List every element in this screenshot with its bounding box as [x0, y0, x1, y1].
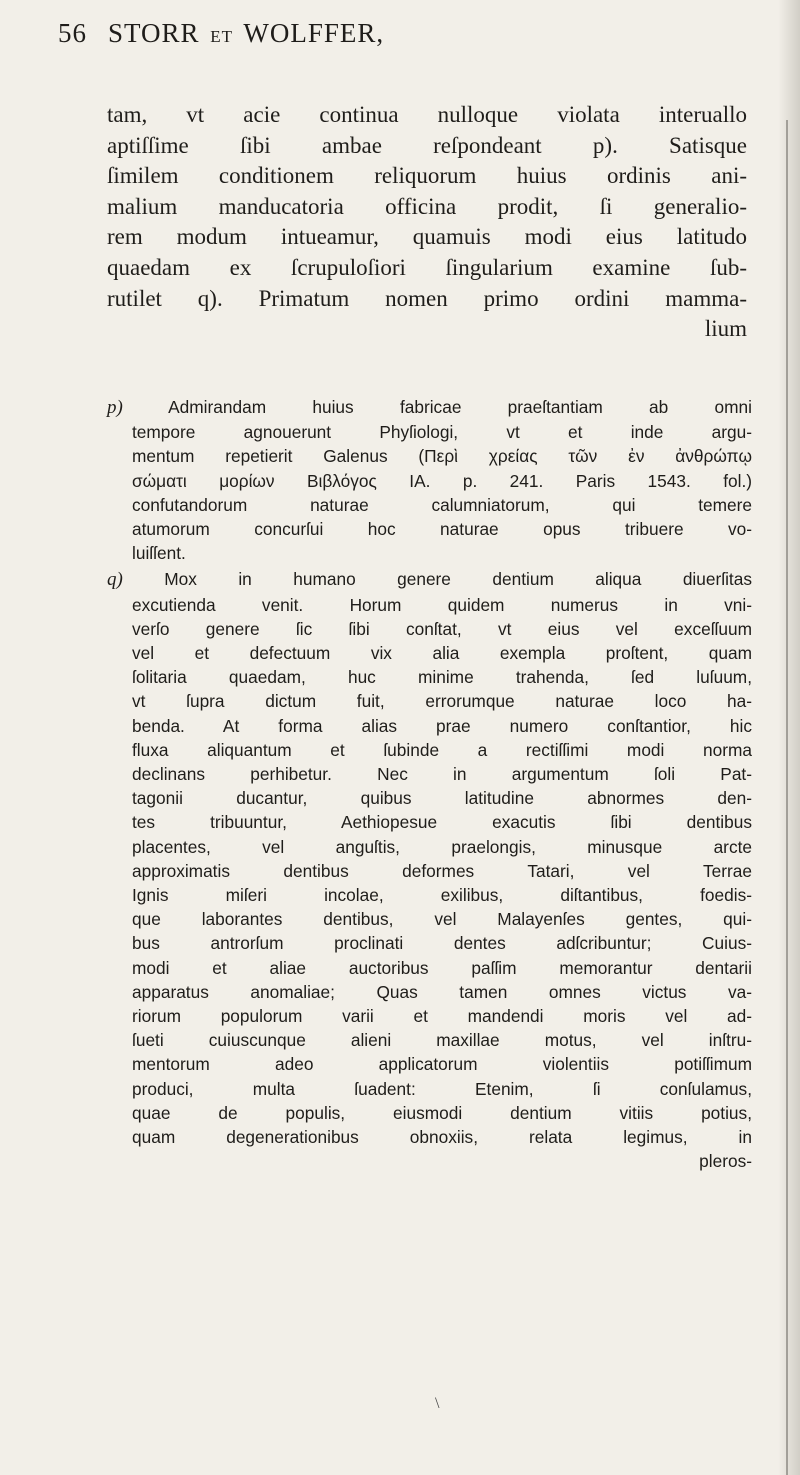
footnote-line: produci, multa ſuadent: Etenim, ſi conſulamus, [132, 1078, 752, 1099]
footnote-line: tagonii ducantur, quibus latitudine abnormes den- [132, 788, 752, 809]
footnote-line: mentorum adeo applicatorum violentiis potiſſimum [132, 1054, 752, 1075]
footnote-line: ſolitaria quaedam, huc minime trahenda, ſed luſuum, [132, 667, 752, 688]
footnote-line: approximatis dentibus deformes Tatari, vel Terrae [132, 860, 752, 881]
footnote-line: ſueti cuiuscunque alieni maxillae motus, vel inſtru- [132, 1030, 752, 1051]
body-line: quaedam ex ſcrupuloſiori ſingularium examine ſub- [107, 254, 747, 280]
footnote-line: quae de populis, eiusmodi dentium vitiis potius, [132, 1102, 752, 1123]
footnote-line: apparatus anomaliae; Quas tamen omnes victus va- [132, 981, 752, 1002]
footnote-marker: q) [107, 569, 123, 591]
body-line: aptiſſime ſibi ambae reſpondeant p). Satisque [107, 132, 747, 158]
footnote-line: mentum repetierit Galenus (Περὶ χρείας τῶν ἐν ἀνθρώπῳ [132, 446, 752, 467]
body-line: rutilet q). Primatum nomen primo ordini mamma- [107, 285, 747, 311]
footnote-line: luiſſent. [132, 543, 186, 564]
footnote-q [107, 567, 752, 1173]
footnote-line: benda. At forma alias prae numero conſtantior, hic [132, 715, 752, 736]
footnote-line: p) Admirandam huius fabricae praeſtantiam ab omni [107, 397, 752, 418]
footnote-line: atumorum concurſui hoc naturae opus tribuere vo- [132, 519, 752, 540]
author-storr: STORR [108, 18, 200, 48]
footnote-line: placentes, vel anguſtis, praelongis, minusque arcte [132, 836, 752, 857]
page-number: 56 [58, 18, 87, 48]
body-line: ſimilem conditionem reliquorum huius ordinis ani- [107, 163, 747, 189]
body-line: malium manducatoria officina prodit, ſi generalio- [107, 193, 747, 219]
author-wolffer: WOLFFER, [243, 18, 385, 48]
page-edge-shadow [778, 0, 800, 1475]
footnote-line: bus antrorſum proclinati dentes adſcribuntur; Cuius- [132, 933, 752, 954]
footnote-line: declinans perhibetur. Nec in argumentum ſoli Pat- [132, 764, 752, 785]
footnote-marker: p) [107, 397, 123, 418]
footnote-line: riorum populorum varii et mandendi moris vel ad- [132, 1006, 752, 1027]
footnote-line: q) Mox in humano genere dentium aliqua diuerſitas [107, 569, 752, 591]
footnote-line: tempore agnouerunt Phyſiologi, vt et inde argu- [132, 422, 752, 443]
footnote-line: modi et aliae auctoribus paſſim memorantur dentarii [132, 957, 752, 978]
main-paragraph [107, 100, 747, 345]
bottom-mark: \ [435, 1395, 440, 1412]
footnote-line: σώματι μορίων Βιβλόγος ΙΑ. p. 241. Paris 1543. fol.) [132, 470, 752, 491]
footnotes [107, 395, 752, 1176]
footnote-line: quam degenerationibus obnoxiis, relata legimus, in [132, 1127, 752, 1148]
running-title [108, 18, 384, 49]
page-edge-line [786, 120, 788, 1475]
running-header [58, 18, 740, 58]
footnote-line: que laborantes dentibus, vel Malayenſes gentes, qui- [132, 909, 752, 930]
footnote-line: verſo genere ſic ſibi conſtat, vt eius vel exceſſuum [132, 618, 752, 639]
body-line: rem modum intueamur, quamuis modi eius latitudo [107, 224, 747, 250]
footnote-line: vel et defectuum vix alia exempla proſtent, quam [132, 643, 752, 664]
body-line: lium [704, 316, 747, 342]
catchword: pleros- [699, 1151, 752, 1172]
footnote-line: confutandorum naturae calumniatorum, qui temere [132, 494, 752, 515]
footnote-p [107, 395, 752, 565]
body-line: tam, vt acie continua nulloque violata interuallo [107, 102, 747, 127]
et-word: ET [210, 27, 234, 46]
footnote-line: excutienda venit. Horum quidem numerus in vni- [132, 594, 752, 615]
footnote-line: vt ſupra dictum fuit, errorumque naturae loco ha- [132, 691, 752, 712]
footnote-line: Ignis miſeri incolae, exilibus, diſtantibus, foedis- [132, 885, 752, 906]
footnote-line: tes tribuuntur, Aethiopesue exacutis ſibi dentibus [132, 812, 752, 833]
footnote-line: fluxa aliquantum et ſubinde a rectiſſimi modi norma [132, 739, 752, 760]
